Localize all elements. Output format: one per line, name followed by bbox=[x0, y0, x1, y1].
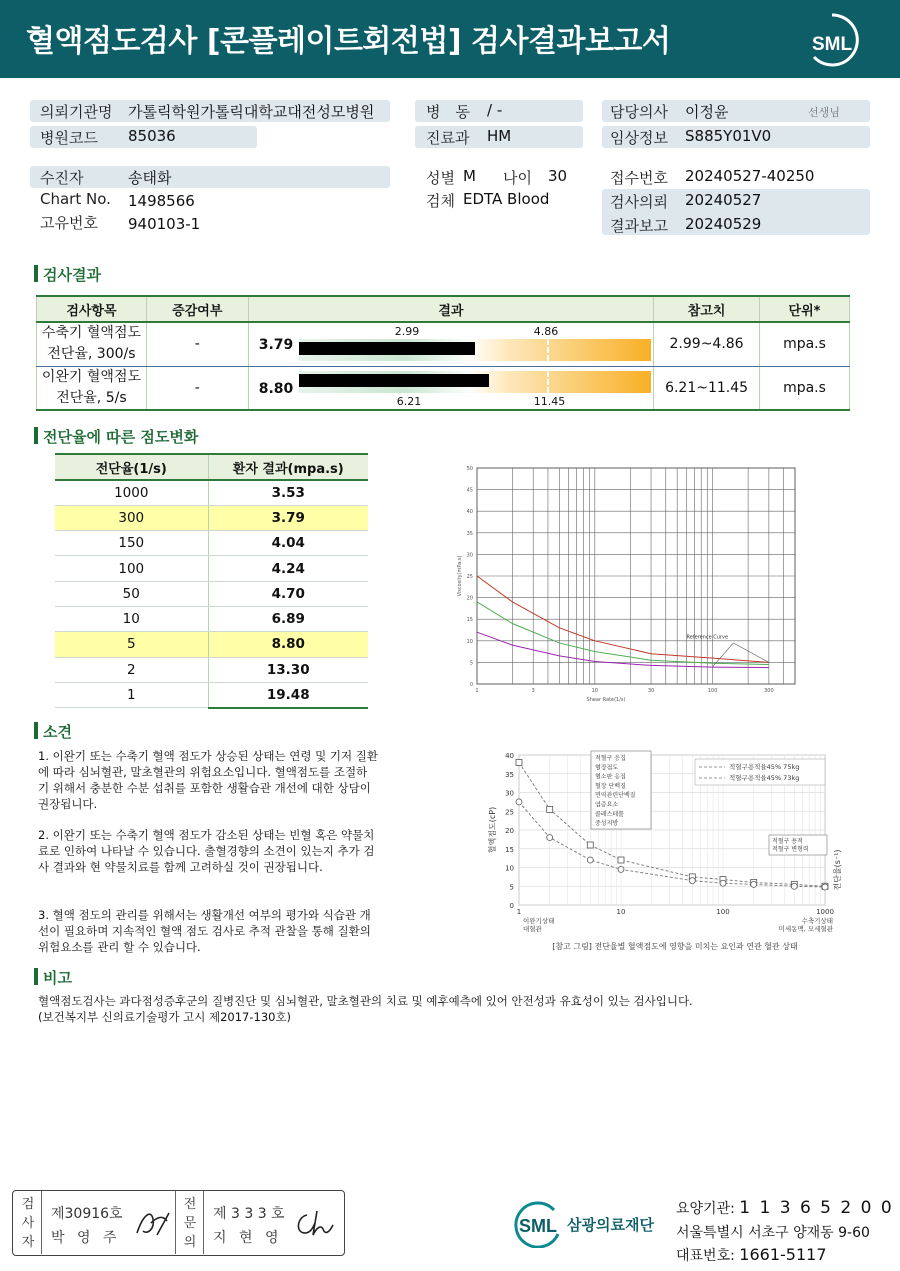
clinical-value: S885Y01V0 bbox=[685, 127, 772, 145]
table-row: 수축기 혈액점도 전단율, 300/s - 3.79 2.99 4.86 2.99~4.86 mpa.s bbox=[37, 322, 850, 366]
specimen-label: 검체 bbox=[426, 192, 455, 210]
shear-table bbox=[55, 453, 368, 709]
examiner-no: 제30916호 bbox=[51, 1206, 123, 1222]
x-tick-label: 300 bbox=[764, 688, 774, 694]
data-point bbox=[720, 880, 726, 886]
report-value: 20240529 bbox=[685, 215, 762, 233]
ref-low-label: 2.99 bbox=[394, 325, 420, 338]
chart-value: 1498566 bbox=[128, 192, 195, 210]
col-unit: 단위* bbox=[760, 296, 850, 322]
unique-value: 940103-1 bbox=[128, 215, 201, 233]
data-point bbox=[618, 866, 624, 872]
x-tick-label: 10 bbox=[616, 908, 626, 916]
org-phone: 대표번호: 1661-5117 bbox=[676, 1245, 827, 1264]
ward-value: / - bbox=[487, 101, 503, 119]
x-note-right: 수축기상태 bbox=[801, 917, 833, 925]
data-point bbox=[547, 835, 553, 841]
table-row: 5 8.80 bbox=[55, 632, 368, 657]
org-address: 서울특별시 서초구 양재동 9-60 bbox=[676, 1225, 870, 1241]
y2-axis-label: 전단율(s⁻¹) bbox=[833, 849, 842, 891]
request-label: 검사의뢰 bbox=[610, 193, 668, 211]
code-label: 병원코드 bbox=[40, 129, 98, 147]
data-point bbox=[516, 799, 522, 805]
table-row: 이완기 혈액점도 전단율, 5/s - 8.80 6.21 11.45 6.21~11.45 mpa.s bbox=[37, 366, 850, 410]
chart-label: Chart No. bbox=[40, 190, 111, 208]
remarks-section-title: 비고 bbox=[34, 967, 72, 988]
examiner-label: 검사자 bbox=[21, 1197, 35, 1250]
result-bar bbox=[299, 342, 475, 355]
ref-high-label: 11.45 bbox=[533, 394, 566, 408]
data-point bbox=[689, 878, 695, 884]
svg-text:SML: SML bbox=[811, 34, 853, 55]
legend-label: 적혈구용적율45% 73kg bbox=[729, 774, 800, 782]
y-tick-label: 15 bbox=[466, 617, 473, 624]
institution-value: 가톨릭학원가톨릭대학교대전성모병원 bbox=[128, 103, 375, 121]
ref-range: 2.99~4.86 bbox=[654, 322, 760, 366]
table-row: 150 4.04 bbox=[55, 531, 368, 556]
request-value: 20240527 bbox=[685, 191, 762, 209]
opinion-paragraph-1: 1. 이완기 또는 수축기 혈액 점도가 상승된 상태는 연령 및 기저 질환에 따라 심뇌혈관, 말초혈관의 위험요소입니다. 혈액점도를 조절하기 위해서 충분한 수분 섭취를 포함한 생활습관 개선에 대한 상담이 권장됩니다. bbox=[38, 749, 379, 811]
code-value: 85036 bbox=[128, 127, 176, 145]
viscosity-reference-chart bbox=[455, 460, 805, 710]
y-tick-label: 30 bbox=[505, 789, 514, 798]
factor-item: 혈장 단백질 bbox=[595, 782, 626, 790]
dept-value: HM bbox=[487, 127, 512, 145]
sex-label: 성별 bbox=[426, 169, 455, 187]
y-tick-label: 35 bbox=[466, 530, 473, 537]
sml-logo-icon bbox=[802, 12, 862, 68]
opinion-section-title: 소견 bbox=[34, 721, 72, 742]
doctor-suffix: 선생님 bbox=[808, 106, 840, 119]
x-tick-label: 100 bbox=[707, 688, 718, 694]
specialist-no: 제 3 3 3 호 bbox=[213, 1206, 285, 1222]
dept-label: 진료과 bbox=[426, 129, 470, 147]
patient-value: 송태화 bbox=[128, 169, 172, 187]
y-tick-label: 30 bbox=[466, 552, 473, 559]
receipt-value: 20240527-40250 bbox=[685, 167, 815, 185]
result-bar bbox=[299, 374, 489, 387]
factor-item: 콜레스테롤 bbox=[595, 810, 624, 818]
doctor-label: 담당의사 bbox=[610, 103, 668, 121]
specimen-value: EDTA Blood bbox=[463, 190, 550, 208]
org-name: 삼광의료재단 bbox=[567, 1216, 654, 1234]
flag-cell: - bbox=[146, 322, 248, 366]
x-note-left: 이완기상태 bbox=[523, 917, 555, 925]
data-point bbox=[547, 806, 553, 812]
y-tick-label: 10 bbox=[505, 864, 514, 873]
ref-low-label: 6.21 bbox=[396, 394, 422, 408]
y-tick-label: 45 bbox=[466, 487, 473, 494]
x-tick-label: 1000 bbox=[816, 908, 834, 916]
shear-section-title: 전단율에 따른 점도변화 bbox=[34, 426, 198, 447]
reference-figure-chart bbox=[485, 745, 850, 960]
unit: mpa.s bbox=[760, 366, 850, 410]
x-tick-label: 3 bbox=[531, 688, 535, 694]
ref-range: 6.21~11.45 bbox=[654, 366, 760, 410]
x-tick-label: 100 bbox=[716, 908, 730, 916]
table-row: 10 6.89 bbox=[55, 606, 368, 631]
ward-label: 병 동 bbox=[426, 103, 470, 121]
y-tick-label: 5 bbox=[469, 660, 473, 667]
col-ref: 참고치 bbox=[654, 296, 760, 322]
y-tick-label: 40 bbox=[466, 509, 473, 516]
age-value: 30 bbox=[548, 167, 568, 185]
data-point bbox=[618, 857, 624, 863]
sex-value: M bbox=[463, 167, 476, 185]
y-tick-label: 20 bbox=[466, 595, 473, 602]
x-tick-label: 10 bbox=[591, 688, 599, 694]
patient-label: 수진자 bbox=[40, 169, 84, 187]
examiner-signature-icon bbox=[133, 1205, 173, 1241]
ref-high-label: 4.86 bbox=[533, 325, 559, 338]
y-tick-label: 0 bbox=[469, 682, 473, 688]
y-tick-label: 10 bbox=[466, 638, 473, 645]
factor-item: 염증요소 bbox=[595, 801, 619, 809]
opinion-paragraph-2: 2. 이완기 또는 수축기 혈액 점도가 감소된 상태는 빈혈 혹은 약물치료로 인하여 나타날 수 있습니다. 출혈경향의 소견이 있는지 추가 검사 결과와 현 약물치료를 함께 고려하실 것이 권장됩니다. bbox=[38, 828, 375, 874]
signature-box bbox=[12, 1190, 345, 1256]
x-tick-label: 1 bbox=[475, 688, 479, 694]
results-table bbox=[36, 295, 850, 411]
y-axis-label: 혈액점도(cP) bbox=[488, 806, 497, 854]
y-tick-label: 5 bbox=[509, 883, 514, 892]
table-row: 1 19.48 bbox=[55, 682, 368, 707]
receipt-label: 접수번호 bbox=[610, 169, 668, 187]
col-flag: 증감여부 bbox=[146, 296, 248, 322]
data-point bbox=[587, 857, 593, 863]
table-row: 1000 3.53 bbox=[55, 480, 368, 505]
institution-label: 의뢰기관명 bbox=[40, 103, 113, 121]
unit: mpa.s bbox=[760, 322, 850, 366]
specialist-name: 지 현 영 bbox=[213, 1230, 283, 1246]
result-value: 3.79 bbox=[258, 337, 294, 353]
annotation-label: Reference Curve bbox=[686, 634, 729, 641]
x-tick-label: 30 bbox=[647, 688, 655, 694]
table-row: 100 4.24 bbox=[55, 556, 368, 581]
factor-item: 혈장점도 bbox=[595, 764, 619, 772]
report-header bbox=[0, 0, 900, 78]
care-number: 요양기관: 1 1 3 6 5 2 0 0 bbox=[676, 1198, 894, 1218]
y-tick-label: 0 bbox=[509, 902, 514, 910]
col-patient: 환자 결과(mpa.s) bbox=[208, 454, 368, 480]
specialist-label: 전문의 bbox=[183, 1197, 197, 1250]
table-row: 300 3.79 bbox=[55, 505, 368, 530]
result-value: 8.80 bbox=[258, 380, 294, 397]
results-section-title: 검사결과 bbox=[34, 264, 101, 285]
remarks-text: 혈액점도검사는 과다점성증후군의 질병진단 및 심뇌혈관, 말초혈관의 치료 및 예후예측에 있어 안전성과 유효성이 있는 검사입니다. (보건복지부 신의료기술평가 고시 제2017-130호) bbox=[38, 994, 693, 1024]
age-label: 나이 bbox=[503, 169, 532, 187]
y-tick-label: 40 bbox=[505, 752, 514, 760]
table-row: 50 4.70 bbox=[55, 581, 368, 606]
unique-label: 고유번호 bbox=[40, 214, 98, 232]
data-point bbox=[751, 881, 757, 887]
x-note-right: 미세동맥, 모세혈관 bbox=[778, 925, 833, 933]
report-title: 혈액점도검사 [콘플레이트회전법] 검사결과보고서 bbox=[26, 24, 671, 59]
y-tick-label: 15 bbox=[505, 845, 514, 854]
figure-caption: [참고 그림] 전단율별 혈액점도에 영향을 미치는 요인과 연관 혈관 상태 bbox=[552, 942, 798, 951]
col-rate: 전단율(1/s) bbox=[55, 454, 208, 480]
factor-item: 혈소판 응집 bbox=[595, 773, 626, 781]
data-point bbox=[822, 884, 828, 890]
doctor-value: 이정윤 bbox=[685, 103, 729, 121]
factor-item: 면역관련단백질 bbox=[595, 792, 636, 800]
data-point bbox=[791, 883, 797, 889]
factor-item: 중성지방 bbox=[595, 820, 619, 828]
y-axis-label: Viscosity(mPa.s) bbox=[457, 555, 463, 597]
data-point bbox=[587, 842, 593, 848]
factor-item-right: 적혈구 용적 bbox=[772, 838, 803, 845]
x-note-left: 대혈관 bbox=[523, 925, 542, 933]
y-tick-label: 25 bbox=[505, 808, 514, 817]
legend-label: 적혈구용적율45% 75kg bbox=[729, 763, 800, 771]
specialist-signature-icon bbox=[293, 1205, 337, 1241]
y-tick-label: 25 bbox=[466, 574, 473, 580]
col-item: 검사항목 bbox=[37, 296, 147, 322]
flag-cell: - bbox=[146, 366, 248, 410]
opinion-paragraph-3: 3. 혈액 점도의 관리를 위해서는 생활개선 여부의 평가와 식습관 개선이 필요하며 지속적인 혈액 점도 검사로 추적 관찰을 통해 질환의 위험요소를 관리 할 수 있습니다. bbox=[38, 908, 371, 954]
y-tick-label: 35 bbox=[505, 770, 514, 779]
y-tick-label: 20 bbox=[505, 827, 514, 835]
sml-footer-logo-icon bbox=[508, 1200, 568, 1248]
y-tick-label: 50 bbox=[466, 466, 473, 472]
svg-text:SML: SML bbox=[519, 1216, 557, 1236]
table-row: 2 13.30 bbox=[55, 657, 368, 682]
report-label: 결과보고 bbox=[610, 217, 668, 235]
examiner-name: 박 영 주 bbox=[51, 1230, 121, 1246]
data-point bbox=[516, 760, 522, 766]
col-result: 결과 bbox=[248, 296, 653, 322]
factor-item: 적혈구 응집 bbox=[595, 755, 626, 762]
x-tick-label: 1 bbox=[516, 908, 522, 916]
x-axis-label: Shear Rate(1/s) bbox=[586, 697, 626, 703]
clinical-label: 임상정보 bbox=[610, 129, 668, 147]
factor-item-right: 적혈구 변형력 bbox=[772, 846, 809, 853]
